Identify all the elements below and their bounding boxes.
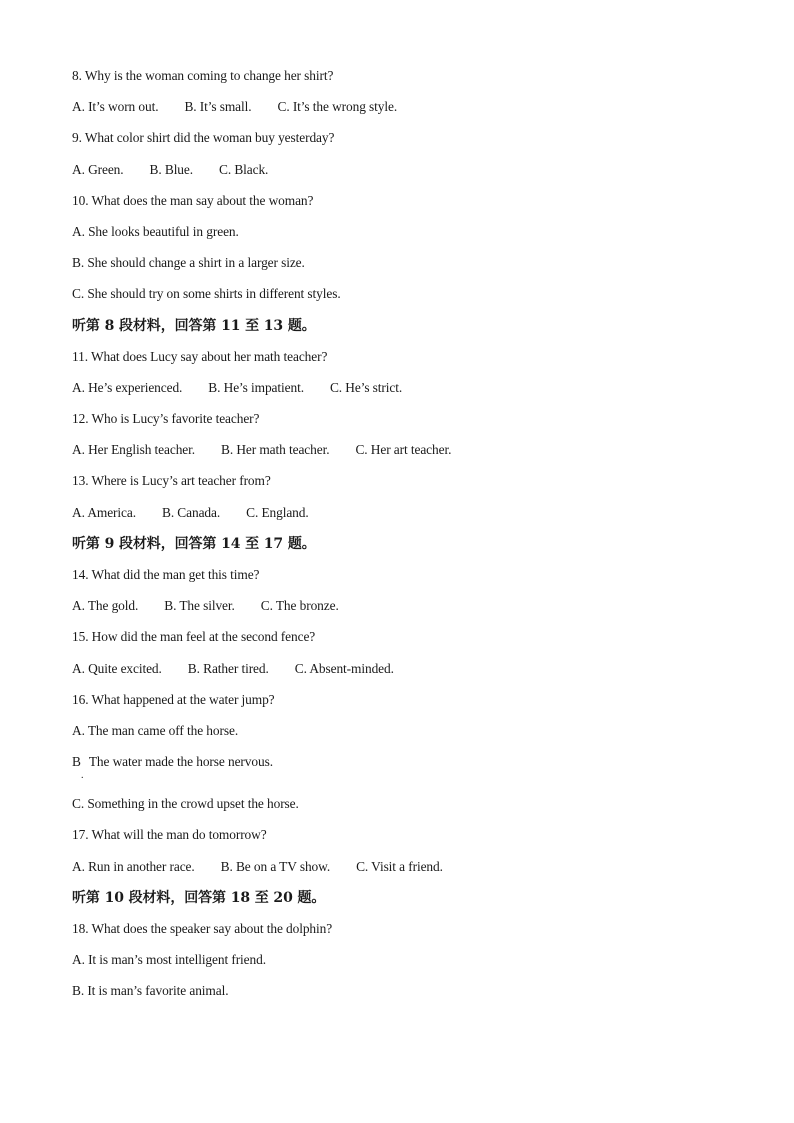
question-line: 16. What happened at the water jump?	[72, 691, 275, 707]
option-letter-text: B	[72, 754, 81, 770]
options-line	[72, 596, 752, 627]
option-text: The water made the horse nervous.	[88, 754, 273, 770]
answer-option: B. Her math teacher.	[221, 442, 330, 458]
answer-option: B. He’s impatient.	[208, 379, 304, 395]
option-letter	[72, 752, 84, 782]
answer-option: C. Absent-minded.	[294, 660, 394, 676]
answer-option: C. Black.	[219, 161, 269, 177]
question-line: 18. What does the speaker say about the dolphin?	[72, 920, 333, 936]
question-line: 9. What color shirt did the woman buy yesterday?	[72, 130, 335, 146]
answer-option: A. It’s worn out.	[72, 99, 159, 115]
answer-option: C. It’s the wrong style.	[277, 99, 398, 115]
section-heading: 听第 10 段材料，回答第 18 至 20 题。	[72, 889, 326, 906]
answer-option: B. Canada.	[161, 504, 221, 520]
options-line	[72, 160, 752, 191]
options-line	[72, 97, 752, 128]
answer-option: C. England.	[246, 504, 309, 520]
answer-option: A. Run in another race.	[72, 858, 195, 874]
answer-option: A. He’s experienced.	[72, 379, 183, 395]
answer-option: A. The gold.	[72, 598, 139, 614]
answer-option: A. America.	[72, 504, 136, 520]
options-line	[72, 440, 752, 471]
answer-option: C. Her art teacher.	[355, 442, 452, 458]
question-line: A. The man came off the horse.	[72, 722, 239, 738]
options-line	[72, 378, 752, 409]
answer-option: A. Quite excited.	[72, 660, 162, 676]
question-line: 10. What does the man say about the woman?	[72, 192, 314, 208]
question-line: 8. Why is the woman coming to change her shirt?	[72, 68, 334, 83]
answer-option: A. Her English teacher.	[72, 442, 196, 458]
question-line: B. It is man’s favorite animal.	[72, 983, 229, 999]
answer-option: C. Visit a friend.	[356, 858, 443, 874]
answer-option: C. He’s strict.	[329, 379, 403, 395]
question-line: A. She looks beautiful in green.	[72, 223, 239, 239]
stray-dot: .	[81, 770, 84, 782]
question-line: C. Something in the crowd upset the horse.	[72, 796, 299, 812]
question-line	[72, 752, 752, 794]
section-heading: 听第 8 段材料，回答第 11 至 13 题。	[72, 317, 316, 334]
answer-option: C. The bronze.	[260, 598, 339, 614]
question-line: C. She should try on some shirts in different styles.	[72, 286, 341, 302]
answer-option: B. Be on a TV show.	[220, 858, 331, 874]
answer-option: B. Rather tired.	[187, 660, 269, 676]
question-line: A. It is man’s most intelligent friend.	[72, 952, 266, 968]
question-line: 15. How did the man feel at the second fence?	[72, 629, 316, 645]
question-line: 17. What will the man do tomorrow?	[72, 827, 267, 843]
answer-option: B. Blue.	[149, 161, 193, 177]
section-heading: 听第 9 段材料，回答第 14 至 17 题。	[72, 535, 316, 552]
question-line: B. She should change a shirt in a larger size.	[72, 255, 305, 271]
question-line: 12. Who is Lucy’s favorite teacher?	[72, 411, 260, 427]
question-line: 13. Where is Lucy’s art teacher from?	[72, 473, 271, 489]
options-line	[72, 659, 752, 690]
question-line: 11. What does Lucy say about her math teacher?	[72, 348, 328, 364]
question-line: 14. What did the man get this time?	[72, 567, 260, 582]
answer-option: B. It’s small.	[184, 99, 252, 115]
answer-option: B. The silver.	[164, 598, 235, 614]
options-line	[72, 857, 752, 888]
document-page	[72, 66, 752, 1012]
answer-option: A. Green.	[72, 161, 124, 177]
options-line	[72, 503, 752, 534]
